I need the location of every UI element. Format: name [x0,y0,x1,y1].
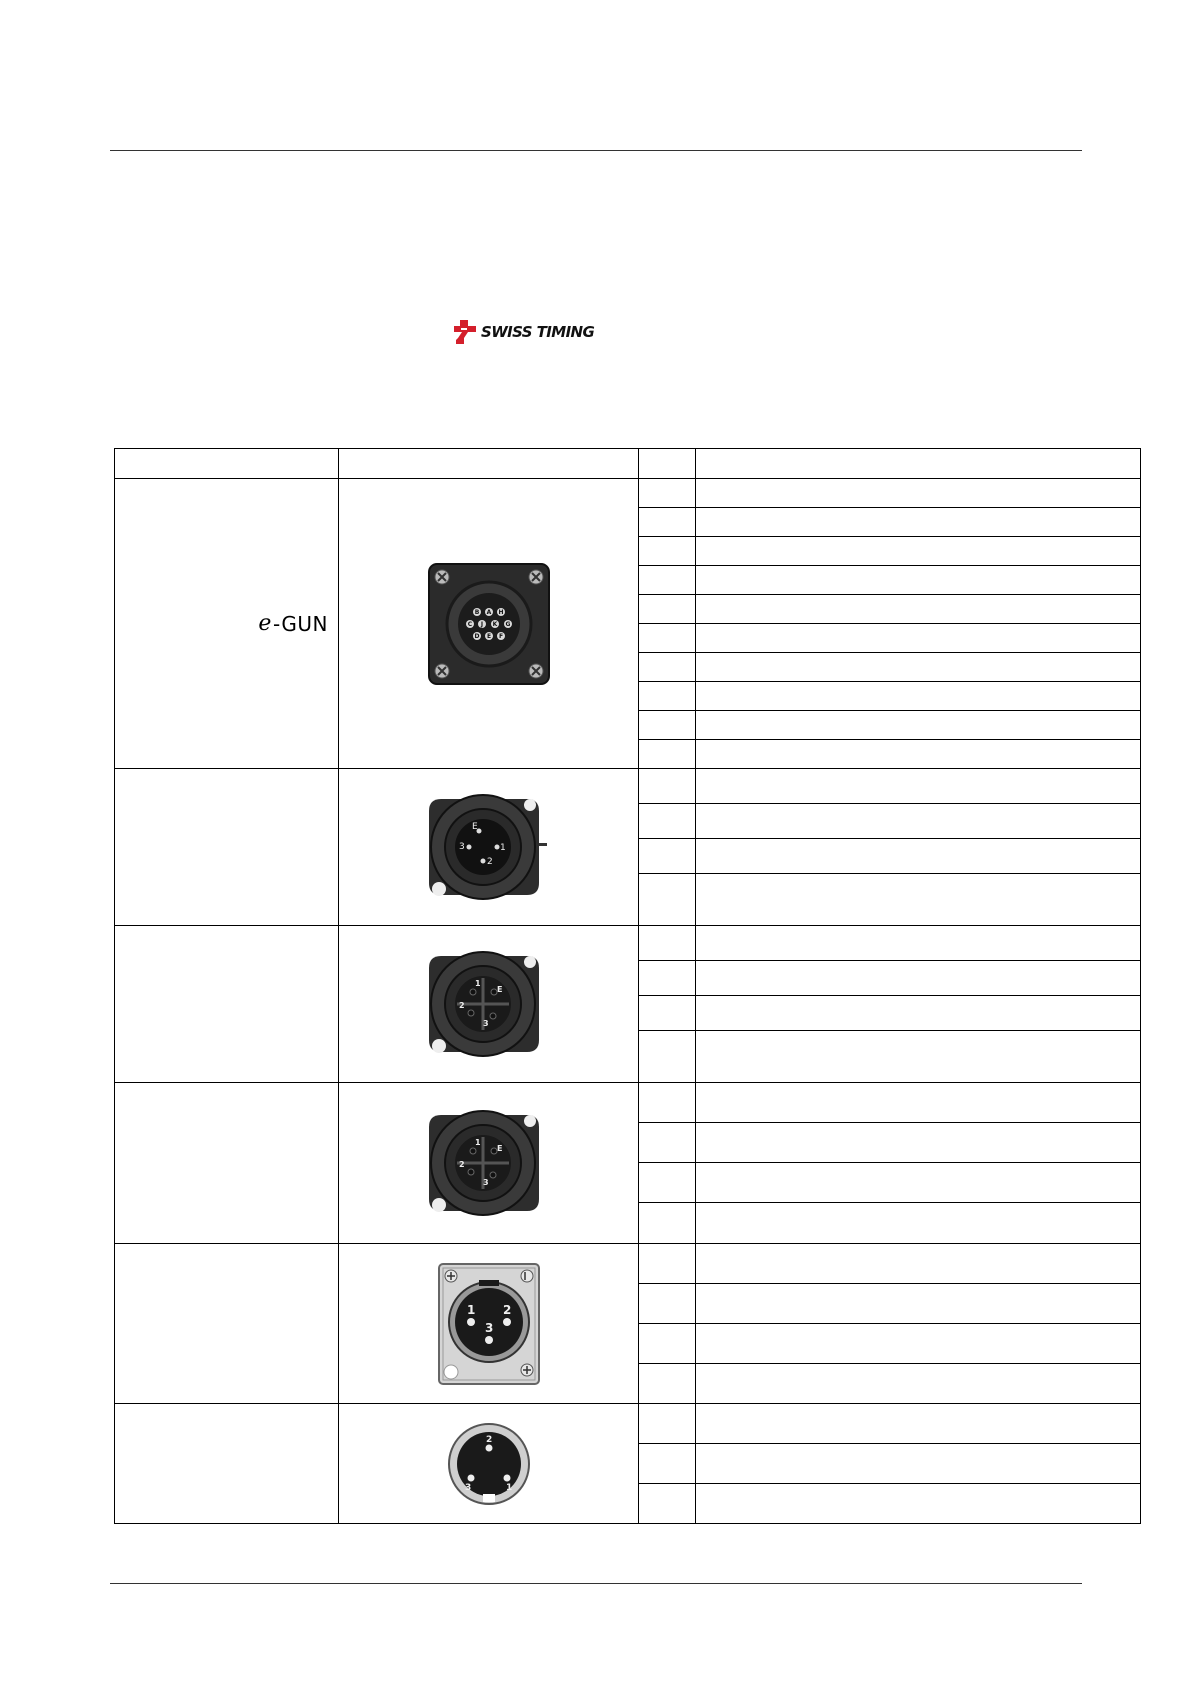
pin-cell [639,508,696,537]
pin-cell [639,1163,696,1203]
description-cell [696,653,1141,682]
pin-cell [639,1364,696,1404]
pin-label: 1 [505,1482,512,1493]
connector-image-cell [339,479,639,769]
device-cell-egun [115,479,339,769]
swiss-timing-logo [450,318,620,346]
description-cell [696,1324,1141,1364]
description-cell [696,1031,1141,1083]
round-four-pin-connector-icon [427,791,551,903]
pin-label: A [486,608,491,616]
pin-cell [639,1324,696,1364]
pin-cell [639,926,696,961]
pin-cell [639,839,696,874]
pin-label: 3 [484,1320,493,1335]
xlr-male-connector-icon [447,1422,531,1506]
pin-cell [639,1031,696,1083]
device-cell [115,769,339,926]
table-row [115,479,1141,508]
pin-cell [639,711,696,740]
swiss-timing-logo-icon [450,318,478,346]
pin-cell [639,1203,696,1244]
pin-label: K [492,620,497,628]
pin-label: 2 [486,857,493,867]
logo-text: SWISS TIMING [481,323,595,341]
device-cell [115,1404,339,1524]
pin-cell [639,740,696,769]
pin-label: H [497,608,504,616]
header-cell-device [115,449,339,479]
description-cell [696,566,1141,595]
header-rule [110,150,1082,151]
device-cell [115,1083,339,1244]
pin-label: D [474,632,479,640]
connector-image-cell [339,926,639,1083]
description-cell [696,479,1141,508]
description-cell [696,537,1141,566]
connector-pinout-table [114,448,1141,1524]
table-row [115,1244,1141,1284]
xlr-panel-connector-icon [437,1262,541,1386]
device-cell [115,926,339,1083]
pin-label: E [471,822,478,832]
pin-cell [639,961,696,996]
header-cell-description [696,449,1141,479]
description-cell [696,1083,1141,1123]
pin-cell [639,1083,696,1123]
description-cell [696,711,1141,740]
table-header-row [115,449,1141,479]
table-row [115,1083,1141,1123]
pin-label: B [474,608,479,616]
pin-label: G [505,620,510,628]
pin-label: J [480,620,483,628]
pin-cell [639,874,696,926]
description-cell [696,804,1141,839]
pin-label: 1 [466,1302,475,1317]
pin-label: 2 [502,1302,511,1317]
table-row [115,769,1141,804]
device-cell [115,1244,339,1404]
description-cell [696,624,1141,653]
pin-label: E [496,1144,502,1153]
description-cell [696,1444,1141,1484]
pin-cell [639,624,696,653]
description-cell [696,1404,1141,1444]
pin-label: E [496,985,502,994]
pin-cell [639,1404,696,1444]
description-cell [696,1484,1141,1524]
description-cell [696,508,1141,537]
pin-label: 3 [464,1482,471,1493]
pin-cell [639,1244,696,1284]
e-gun-logo: e -GUN [258,611,328,636]
pin-cell [639,804,696,839]
pin-cell [639,769,696,804]
pin-cell [639,1484,696,1524]
pin-label: E [486,632,491,640]
pin-cell [639,537,696,566]
pin-label: C [467,620,472,628]
connector-image-cell [339,1404,639,1524]
pin-label: 1 [499,843,506,853]
description-cell [696,926,1141,961]
connector-image-cell [339,769,639,926]
pin-label: 2 [485,1434,492,1445]
pin-cell [639,479,696,508]
header-cell-pin [639,449,696,479]
description-cell [696,1364,1141,1404]
round-cross-connector-icon [427,1107,551,1219]
round-cross-connector-icon [427,948,551,1060]
pin-label: F [498,632,503,640]
pin-label: 2 [458,1160,465,1169]
pin-cell [639,1284,696,1324]
pin-label: 1 [474,1138,481,1147]
pin-cell [639,653,696,682]
description-cell [696,769,1141,804]
pin-cell [639,1123,696,1163]
table-row [115,926,1141,961]
pin-cell [639,1444,696,1484]
header-cell-connector [339,449,639,479]
pin-label: 3 [482,1178,489,1187]
description-cell [696,874,1141,926]
pin-label: 3 [482,1019,489,1028]
description-cell [696,996,1141,1031]
description-cell [696,682,1141,711]
description-cell [696,1203,1141,1244]
description-cell [696,1163,1141,1203]
description-cell [696,1123,1141,1163]
pin-cell [639,595,696,624]
description-cell [696,839,1141,874]
description-cell [696,595,1141,624]
pin-label: 2 [458,1001,465,1010]
description-cell [696,1284,1141,1324]
pin-cell [639,566,696,595]
description-cell [696,1244,1141,1284]
pin-label: 1 [474,979,481,988]
pin-label: 3 [458,842,465,852]
pin-cell [639,682,696,711]
description-cell [696,740,1141,769]
description-cell [696,961,1141,996]
ten-pin-connector-icon [427,562,551,686]
pin-cell [639,996,696,1031]
table-row [115,1404,1141,1444]
connector-image-cell [339,1244,639,1404]
connector-image-cell [339,1083,639,1244]
footer-rule [110,1583,1082,1584]
